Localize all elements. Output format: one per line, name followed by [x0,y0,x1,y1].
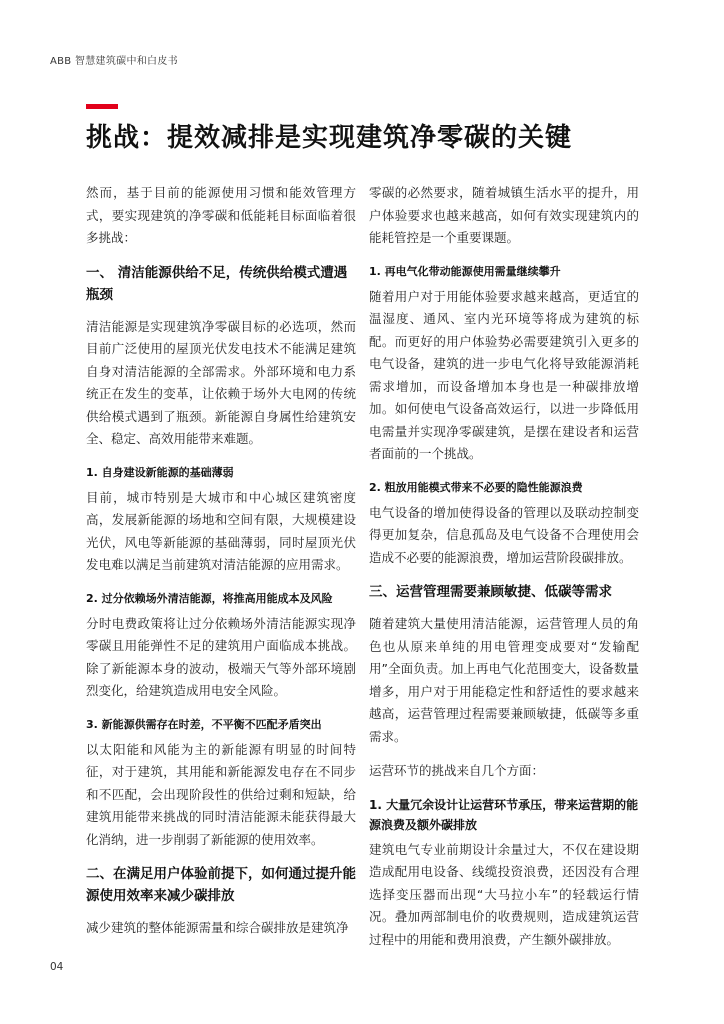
title-accent-bar [86,104,118,109]
left-column [86,182,356,952]
document-header: ABB 智慧建筑碳中和白皮书 [50,56,178,67]
section-1-3-paragraph: 以太阳能和风能为主的新能源有明显的时间特征，对于建筑，其用能和新能源发电存在不同步和不匹配，会出现阶段性的供给过剩和短缺，给建筑用能带来挑战的同时清洁能源未能获得最大化消纳，进一步削弱了新能源的使用效率。 [86,741,356,847]
section-2-paragraph-continued: 零碳的必然要求，随着城镇生活水平的提升，用户体验要求也越来越高，如何有效实现建筑内的能耗管控是一个重要课题。 [369,185,639,245]
section-1-heading: 一、 清洁能源供给不足，传统供给模式遭遇瓶颈 [86,264,348,303]
section-1-1-paragraph: 目前，城市特别是大城市和中心城区建筑密度高，发展新能源的场地和空间有限，大规模建设光伏，风电等新能源的基础薄弱，同时屋顶光伏发电难以满足当前建筑对清洁能源的应用需求。 [86,489,356,572]
section-2-2-heading: 2. 粗放用能模式带来不必要的隐性能源浪费 [369,480,583,494]
section-2-1-heading: 1. 再电气化带动能源使用需量继续攀升 [369,264,561,278]
section-2-1-paragraph: 随着用户对于用能体验要求越来越高，更适宜的温湿度、通风、室内光环境等将成为建筑的标配。而更好的用户体验势必需要建筑引入更多的电气设备，建筑的进一步电气化将导致能源消耗需求增加，而设备增加本身也是一种碳排放增加。如何使电气设备高效运行，以进一步降低用电需量并实现净零碳建筑，是摆在建设者和运营者面前的一个挑战。 [369,288,639,461]
section-3-heading: 三、运营管理需要兼顾敏捷、低碳等需求 [369,584,612,600]
section-1-1-heading: 1. 自身建设新能源的基础薄弱 [86,465,234,479]
right-column [369,182,639,963]
section-3-paragraph: 随着建筑大量使用清洁能源，运营管理人员的角色也从原来单纯的用电管理变成要对“发输配用”全面负责。加上再电气化范围变大，设备数量增多，用户对于用能稳定性和舒适性的要求越来越高，运营管理过程需要兼顾敏捷，低碳等多重需求。 [369,616,639,744]
section-3-intro: 运营环节的挑战来自几个方面： [369,763,545,778]
section-1-paragraph: 清洁能源是实现建筑净零碳目标的必选项，然而目前广泛使用的屋顶光伏发电技术不能满足建筑自身对清洁能源的全部需求。外部环境和电力系统正在发生的变革，让依赖于场外大电网的传统供给模式遇到了瓶颈。新能源自身属性给建筑安全、稳定、高效用能带来难题。 [86,318,356,446]
page-title: 挑战：提效减排是实现建筑净零碳的关键 [86,123,573,153]
section-1-2-paragraph: 分时电费政策将让过分依赖场外清洁能源实现净零碳且用能弹性不足的建筑用户面临成本挑战。除了新能源本身的波动，极端天气等外部环境剧烈变化，给建筑造成用电安全风险。 [86,615,356,698]
section-1-2-heading: 2. 过分依赖场外清洁能源，将推高用能成本及风险 [86,591,333,605]
section-2-2-paragraph: 电气设备的增加使得设备的管理以及联动控制变得更加复杂，信息孤岛及电气设备不合理使用会造成不必要的能源浪费，增加运营阶段碳排放。 [369,504,639,565]
section-3-1-paragraph: 建筑电气专业前期设计余量过大，不仅在建设期造成配用电设备、线缆投资浪费，还因没有合理选择变压器而出现“大马拉小车”的轻载运行情况。叠加两部制电价的收费规则，造成建筑运营过程中的用能和费用浪费，产生额外碳排放。 [369,841,639,947]
page-number: 04 [50,961,64,973]
section-1-3-heading: 3. 新能源供需存在时差，不平衡不匹配矛盾突出 [86,717,322,731]
section-3-1-heading: 1. 大量冗余设计让运营环节承压，带来运营期的能源浪费及额外碳排放 [369,797,639,832]
section-2-paragraph-start: 减少建筑的整体能源需量和综合碳排放是建筑净 [86,920,349,935]
intro-paragraph: 然而，基于目前的能源使用习惯和能效管理方式，要实现建筑的净零碳和低能耗目标面临着很多挑战： [86,185,356,245]
section-2-heading: 二、在满足用户体验前提下，如何通过提升能源使用效率来减少碳排放 [86,866,356,904]
